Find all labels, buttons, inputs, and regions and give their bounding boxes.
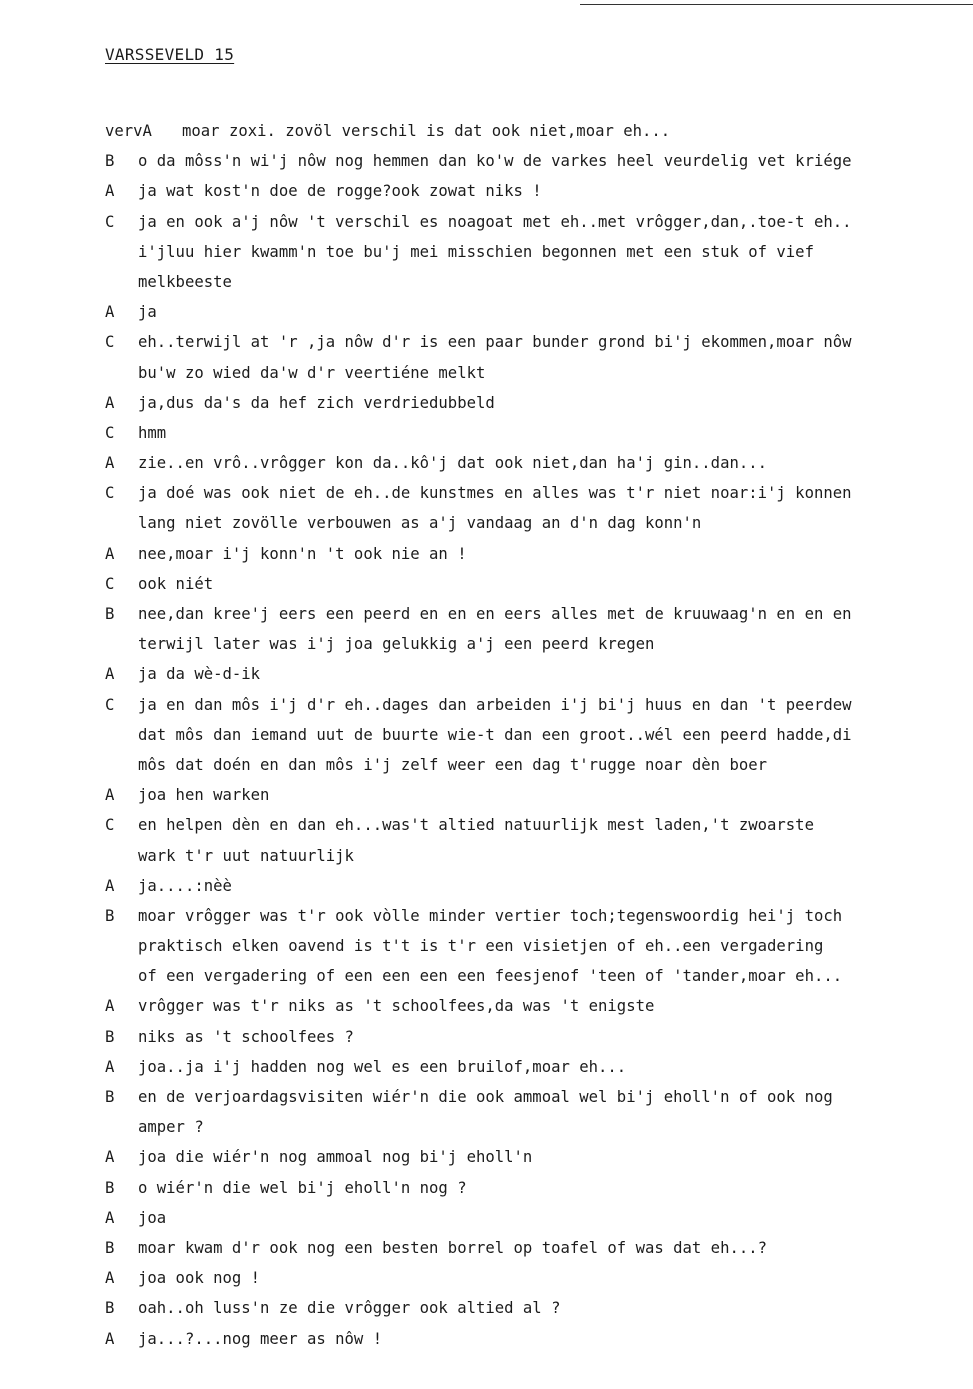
utterance-text: vrôgger was t'r niks as 't schoolfees,da was 't enigste [138,997,655,1016]
transcript-line [105,508,973,538]
transcript-line [105,1293,973,1323]
utterance-text: nee,dan kree'j eers een peerd en en en eers alles met de kruuwaag'n en en en [138,605,852,623]
speaker-label: vervA [105,122,152,140]
top-rule [580,4,973,5]
utterance-text: dat môs dan iemand uut de buurte wie-t dan een groot..wél een peerd hadde,di [138,725,852,744]
utterance-text: praktisch elken oavend is t't is t'r een visietjen of eh..een vergadering [138,937,824,956]
transcript-line [105,991,973,1021]
utterance-text: joa [138,1208,167,1227]
transcript-line [105,478,973,508]
utterance-text: ja en ook a'j nôw 't verschil es noagoat met eh..met vrôgger,dan,.toe-t eh.. [138,212,852,231]
speaker-label: C [105,333,115,352]
speaker-label: B [105,906,115,925]
utterance-text: i'jluu hier kwamm'n toe bu'j mei misschien begonnen met een stuk of vief [138,242,814,261]
speaker-label: A [105,1208,115,1227]
utterance-text: nee,moar i'j konn'n 't ook nie an ! [138,544,467,563]
utterance-text: ja en dan môs i'j d'r eh..dages dan arbeiden i'j bi'j huus en dan 't peerdew [138,695,852,714]
transcript-line [105,1142,973,1172]
transcript-line [105,780,973,810]
transcript-line [105,871,973,901]
utterance-text: ja [138,303,157,322]
speaker-label: A [105,876,115,895]
utterance-text: bu'w zo wied da'w d'r veertiéne melkt [138,363,486,382]
speaker-label: C [105,816,115,835]
transcript-line [105,599,973,629]
utterance-text: môs dat doén en dan môs i'j zelf weer een dag t'rugge noar dèn boer [138,755,768,774]
speaker-label: A [105,182,115,201]
transcript-line [105,931,973,961]
transcript-line [105,539,973,569]
speaker-label: B [105,1238,115,1257]
transcript-line [105,1052,973,1082]
utterance-text: ja....:nèè [138,876,232,895]
utterance-text: of een vergadering of een een een een feesjenof 'teen of 'tander,moar eh... [138,967,843,986]
speaker-label: A [105,786,115,805]
transcript-line [105,176,973,206]
transcript-line [105,961,973,991]
transcript-line [105,1233,973,1263]
speaker-label: C [105,695,115,714]
utterance-text: ja...?...nog meer as nôw ! [138,1329,383,1348]
transcript-line [105,1324,973,1354]
utterance-text: joa hen warken [138,786,270,805]
utterance-text: amper ? [138,1118,204,1137]
utterance-text: ja da wè-d-ik [138,665,261,684]
speaker-label: B [105,152,115,171]
utterance-text: wark t'r uut natuurlijk [138,846,354,865]
transcript-line [105,1203,973,1233]
utterance-text: zie..en vrô..vrôgger kon da..kô'j dat ook niet,dan ha'j gin..dan... [138,454,768,473]
transcript-line [105,810,973,840]
transcript-line [105,901,973,931]
transcript-line [105,1112,973,1142]
transcript-line [105,1263,973,1293]
utterance-text: joa ook nog ! [138,1269,261,1288]
transcript-line [105,388,973,418]
transcript-line [105,841,973,871]
transcript-line [105,327,973,357]
transcript-line [105,237,973,267]
utterance-text: oah..oh luss'n ze die vrôgger ook altied al ? [138,1299,561,1318]
transcript-line [105,629,973,659]
speaker-label: B [105,1027,115,1046]
speaker-label: A [105,997,115,1016]
utterance-text: ook niét [138,574,214,593]
speaker-label: C [105,484,115,503]
speaker-label: B [105,605,115,623]
utterance-text: niks as 't schoolfees ? [138,1027,354,1046]
speaker-label: A [105,1329,115,1348]
speaker-label: A [105,454,115,473]
transcript-line [105,569,973,599]
speaker-label: A [105,1057,115,1076]
page-title: VARSSEVELD 15 [105,45,235,64]
speaker-label: A [105,1269,115,1288]
speaker-label: A [105,393,115,412]
utterance-text: joa..ja i'j hadden nog wel es een bruilof,moar eh... [138,1057,627,1076]
utterance-text: hmm [138,423,167,442]
utterance-text: terwijl later was i'j joa gelukkig a'j een peerd kregen [138,635,655,654]
utterance-text: o da môss'n wi'j nôw nog hemmen dan ko'w de varkes heel veurdelig vet kriége [138,152,852,171]
transcript-line [105,690,973,720]
transcript-body [105,116,973,1354]
utterance-text: en helpen dèn en dan eh...was't altied natuurlijk mest laden,'t zwoarste [138,816,814,835]
speaker-label: B [105,1299,115,1318]
transcript-line [105,659,973,689]
transcript-line [105,207,973,237]
utterance-text: ja,dus da's da hef zich verdriedubbeld [138,393,495,412]
utterance-text: moar kwam d'r ook nog een besten borrel op toafel of was dat eh...? [138,1238,768,1257]
speaker-label: A [105,665,115,684]
utterance-text: ja wat kost'n doe de rogge?ook zowat niks ! [138,182,542,201]
transcript-line [105,297,973,327]
speaker-label: B [105,1178,115,1197]
transcript-line [105,750,973,780]
utterance-text: melkbeeste [138,272,232,291]
transcript-line [105,720,973,750]
utterance-text: moar zoxi. zovöl verschil is dat ook niet,moar eh... [182,122,671,140]
transcript-line [105,146,973,176]
utterance-text: en de verjoardagsvisiten wiér'n die ook ammoal wel bi'j eholl'n of ook nog [138,1088,833,1106]
transcript-line [105,448,973,478]
speaker-label: C [105,423,115,442]
transcript-line [105,1082,973,1112]
speaker-label: C [105,574,115,593]
utterance-text: lang niet zovölle verbouwen as a'j vandaag an d'n dag konn'n [138,514,702,533]
speaker-label: A [105,1148,115,1167]
speaker-label: B [105,1088,115,1106]
utterance-text: moar vrôgger was t'r ook vòlle minder vertier toch;tegenswoordig hei'j toch [138,906,843,925]
speaker-label: A [105,544,115,563]
speaker-label: C [105,212,115,231]
transcript-line [105,358,973,388]
transcript-line [105,267,973,297]
utterance-text: joa die wiér'n nog ammoal nog bi'j eholl'n [138,1148,533,1167]
transcript-line [105,1173,973,1203]
transcript-line [105,418,973,448]
speaker-label: A [105,303,115,322]
transcript-line [105,116,973,146]
utterance-text: eh..terwijl at 'r ,ja nôw d'r is een paar bunder grond bi'j ekommen,moar nôw [138,333,852,352]
utterance-text: ja doé was ook niet de eh..de kunstmes en alles was t'r niet noar:i'j konnen [138,484,852,503]
transcript-line [105,1022,973,1052]
utterance-text: o wiér'n die wel bi'j eholl'n nog ? [138,1178,467,1197]
